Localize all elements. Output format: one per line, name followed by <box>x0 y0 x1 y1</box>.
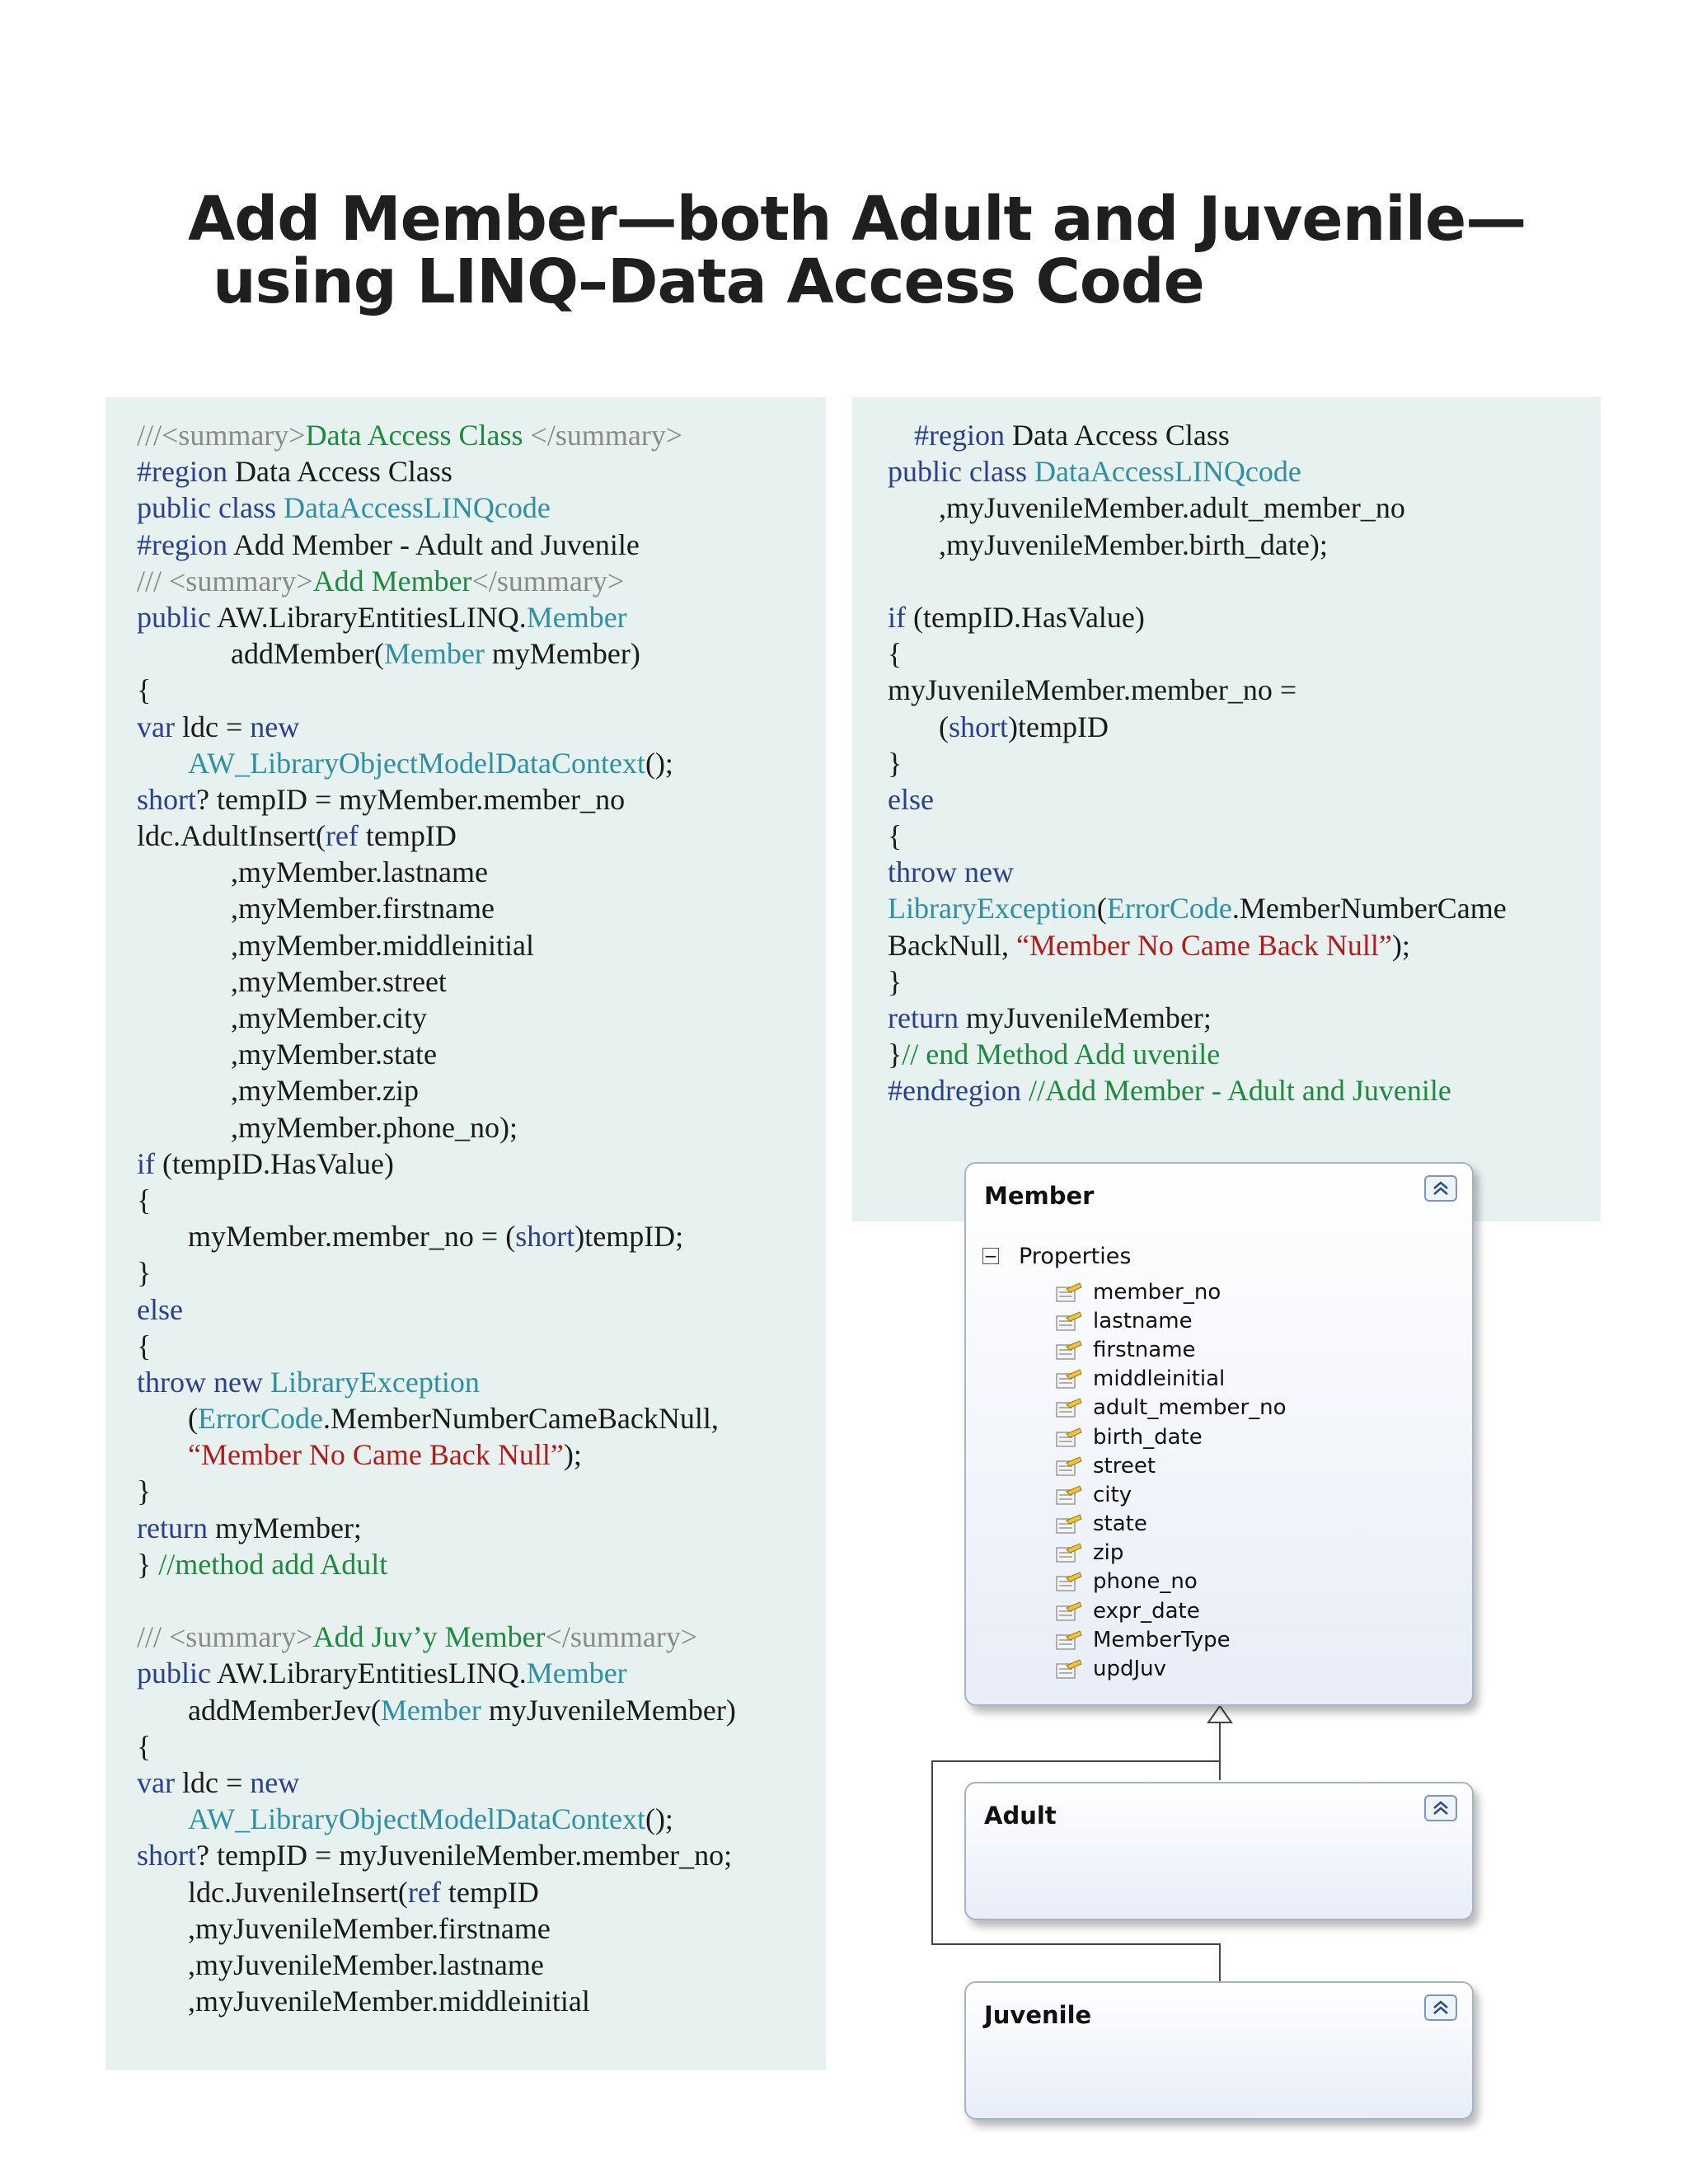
code-token: new <box>250 710 300 743</box>
code-token: myJuvenileMember) <box>481 1693 736 1727</box>
code-line <box>137 1254 736 1291</box>
code-token: ? tempID = myJuvenileMember.member_no; <box>196 1839 733 1872</box>
code-line <box>137 927 736 963</box>
code-line <box>888 1036 1507 1072</box>
code-line <box>888 745 1507 781</box>
properties-label: Properties <box>1019 1243 1132 1269</box>
code-token: Member <box>526 600 627 634</box>
property-icon <box>1055 1657 1093 1680</box>
code-line <box>137 1837 736 1873</box>
page-title <box>188 184 1589 317</box>
code-line <box>888 927 1507 963</box>
code-token: ( <box>188 1402 198 1436</box>
code-line <box>137 1291 736 1328</box>
code-line <box>137 1473 736 1509</box>
code-token: return <box>137 1511 208 1544</box>
property-item[interactable] <box>1055 1625 1287 1654</box>
inheritance-arrow-icon <box>1207 1704 1233 1724</box>
code-token: Add Juv’y Member <box>312 1620 546 1654</box>
property-label: MemberType <box>1093 1627 1231 1652</box>
code-line <box>137 1218 736 1254</box>
code-listing-left <box>137 417 736 2019</box>
code-line <box>888 709 1507 745</box>
double-chevron-up-icon <box>1432 1999 1450 2016</box>
code-token: Member <box>526 1657 627 1690</box>
code-line <box>137 1072 736 1108</box>
property-label: adult_member_no <box>1093 1395 1287 1421</box>
code-token: ErrorCode <box>1106 892 1232 926</box>
code-token: ,myJuvenileMember.middleinitial <box>188 1985 590 2018</box>
code-token: ? tempID = myMember.member_no <box>196 782 626 816</box>
code-line <box>137 1400 736 1436</box>
code-token: ,myMember.phone_no); <box>231 1110 518 1144</box>
code-token: } <box>137 1547 159 1581</box>
code-line <box>137 1546 736 1582</box>
code-token: addMemberJev( <box>188 1693 381 1727</box>
property-item[interactable] <box>1055 1510 1287 1539</box>
code-token: myMember.member_no = ( <box>188 1220 516 1254</box>
code-token: ErrorCode <box>198 1402 323 1436</box>
member-property-list <box>1055 1277 1287 1684</box>
code-token: // end Method Add uvenile <box>902 1038 1221 1071</box>
code-token: myJuvenileMember.member_no = <box>888 673 1297 707</box>
member-class-box[interactable] <box>964 1162 1474 1706</box>
code-line <box>888 1000 1507 1036</box>
inheritance-line-bottom <box>931 1943 1220 1945</box>
code-token: (tempID.HasValue) <box>155 1146 394 1180</box>
juvenile-class-box[interactable] <box>964 1981 1474 2120</box>
code-token: if <box>888 600 906 634</box>
code-token: ); <box>1391 928 1410 962</box>
adult-collapse-button[interactable] <box>1424 1795 1457 1821</box>
code-token: public <box>137 600 217 634</box>
property-icon <box>1055 1338 1093 1361</box>
title-line-1: Add Member—both Adult and Juvenile— <box>188 184 1526 255</box>
property-label: phone_no <box>1093 1569 1198 1595</box>
code-line <box>137 1146 736 1182</box>
code-token: .MemberNumberCameBackNull, <box>322 1402 719 1436</box>
code-token: (); <box>645 1802 673 1836</box>
code-token: ldc.AdultInsert( <box>137 819 326 853</box>
double-chevron-up-icon <box>1432 1800 1450 1816</box>
code-line <box>137 1692 736 1728</box>
code-line <box>137 635 736 672</box>
code-token: throw new <box>888 855 1014 889</box>
property-icon <box>1055 1367 1093 1390</box>
code-line <box>888 781 1507 818</box>
adult-class-title: Adult <box>984 1802 1057 1830</box>
code-token: ( <box>1096 892 1107 926</box>
code-line <box>888 563 1507 599</box>
code-token: ,myMember.firstname <box>231 892 495 926</box>
code-token: LibraryException <box>270 1365 480 1399</box>
code-token: AW.LibraryEntitiesLINQ. <box>217 1657 527 1690</box>
code-line <box>888 854 1507 890</box>
code-line <box>137 745 736 781</box>
code-token: (tempID.HasValue) <box>906 600 1145 634</box>
code-token: #region <box>914 419 1005 452</box>
code-token: ); <box>563 1438 582 1472</box>
code-token: DataAccessLINQcode <box>283 491 551 525</box>
inheritance-line-left <box>931 1760 933 1945</box>
property-label: state <box>1093 1511 1147 1537</box>
code-token: ,myJuvenileMember.lastname <box>188 1947 544 1981</box>
code-token: throw new <box>137 1365 270 1399</box>
code-line <box>137 1328 736 1364</box>
code-token: } <box>888 746 903 780</box>
property-label: city <box>1093 1482 1132 1507</box>
code-line <box>137 1655 736 1691</box>
code-token: Add Member - Adult and Juvenile <box>227 527 640 561</box>
code-token: ,myJuvenileMember.adult_member_no <box>939 491 1405 525</box>
property-label: birth_date <box>1093 1424 1203 1450</box>
properties-section-header[interactable] <box>982 1241 1131 1271</box>
code-token: </summary> <box>471 564 625 598</box>
code-token: { <box>888 637 903 671</box>
code-line <box>137 1874 736 1910</box>
code-line <box>888 490 1507 526</box>
code-line <box>137 963 736 1000</box>
adult-class-box[interactable] <box>964 1782 1474 1920</box>
code-line <box>137 1182 736 1218</box>
code-line <box>888 1072 1507 1108</box>
code-token: new <box>250 1765 300 1799</box>
code-token: ,myMember.lastname <box>231 855 488 889</box>
code-line <box>137 563 736 599</box>
code-token: #endregion <box>888 1074 1021 1108</box>
code-token: myJuvenileMember; <box>958 1001 1212 1034</box>
code-token: /// <summary> <box>137 564 313 598</box>
code-line <box>137 672 736 708</box>
property-item[interactable] <box>1055 1539 1287 1568</box>
code-token: var <box>137 710 175 743</box>
code-token: ref <box>407 1875 441 1909</box>
code-line <box>137 818 736 854</box>
code-token: AW_LibraryObjectModelDataContext <box>188 746 645 780</box>
code-token: } <box>137 1256 152 1290</box>
code-token: ,myMember.middleinitial <box>231 928 534 962</box>
code-token: #region <box>137 455 227 489</box>
code-listing-right <box>888 417 1507 1109</box>
code-line <box>137 453 736 490</box>
property-icon <box>1055 1541 1093 1564</box>
property-item[interactable] <box>1055 1422 1287 1451</box>
code-line <box>888 963 1507 1000</box>
code-line <box>137 599 736 635</box>
code-token: AW.LibraryEntitiesLINQ. <box>217 600 527 634</box>
code-token: { <box>137 673 152 707</box>
code-line <box>888 453 1507 490</box>
code-token: short <box>515 1220 575 1254</box>
code-token: #region <box>137 527 227 561</box>
code-line <box>137 417 736 453</box>
code-token: else <box>137 1292 183 1326</box>
code-line <box>137 1728 736 1765</box>
code-token: tempID <box>440 1875 539 1909</box>
code-line <box>137 1801 736 1837</box>
code-token: Add Member <box>312 564 472 598</box>
code-token: return <box>888 1001 959 1034</box>
code-token: public class <box>888 455 1034 489</box>
code-line <box>888 527 1507 563</box>
property-label: zip <box>1093 1540 1124 1566</box>
code-token: //method add Adult <box>158 1547 388 1581</box>
code-token: “Member No Came Back Null” <box>188 1438 564 1472</box>
code-token: </summary> <box>530 419 683 452</box>
property-item[interactable] <box>1055 1596 1287 1625</box>
property-label: updJuv <box>1093 1657 1167 1682</box>
code-token: } <box>888 964 903 998</box>
code-token: { <box>137 1729 152 1763</box>
code-token: LibraryException <box>888 892 1097 926</box>
code-token: “Member No Came Back Null” <box>1015 928 1392 962</box>
property-item[interactable] <box>1055 1335 1287 1364</box>
property-icon <box>1055 1629 1093 1652</box>
inheritance-line-juvenile <box>1219 1943 1221 1981</box>
code-line <box>888 635 1507 672</box>
code-token: ( <box>939 710 949 743</box>
code-line <box>888 890 1507 926</box>
code-line <box>137 1036 736 1072</box>
code-token: else <box>888 782 934 816</box>
code-token: myMember; <box>207 1511 362 1544</box>
code-line <box>137 1947 736 1983</box>
code-line <box>137 1510 736 1546</box>
property-label: street <box>1093 1453 1156 1479</box>
property-icon <box>1055 1281 1093 1304</box>
property-icon <box>1055 1396 1093 1419</box>
code-token: //Add Member - Adult and Juvenile <box>1020 1074 1451 1108</box>
code-token: } <box>888 1038 903 1071</box>
code-token: ,myMember.state <box>231 1038 437 1071</box>
code-token: Data Access Class <box>305 419 531 452</box>
code-line <box>137 781 736 818</box>
code-token: public <box>137 1657 217 1690</box>
code-token: Member <box>383 637 485 671</box>
code-token: ,myMember.city <box>231 1001 427 1034</box>
code-line <box>888 599 1507 635</box>
inheritance-line-horizontal <box>931 1760 1220 1762</box>
code-token: )tempID <box>1008 710 1109 743</box>
code-token: </summary> <box>545 1620 698 1654</box>
code-line <box>137 1619 736 1655</box>
code-token: ref <box>325 819 359 853</box>
property-item[interactable] <box>1055 1277 1287 1306</box>
code-line <box>137 1109 736 1146</box>
code-token: var <box>137 1765 175 1799</box>
code-token: tempID <box>358 819 457 853</box>
code-token: { <box>137 1329 152 1362</box>
code-token: ,myJuvenileMember.firstname <box>188 1911 551 1945</box>
code-line <box>137 1436 736 1473</box>
property-icon <box>1055 1455 1093 1478</box>
code-token: if <box>137 1146 155 1180</box>
property-icon <box>1055 1512 1093 1535</box>
code-token: BackNull, <box>888 928 1016 962</box>
member-class-title: Member <box>984 1182 1095 1210</box>
code-token: short <box>949 710 1008 743</box>
property-label: firstname <box>1093 1337 1196 1362</box>
code-token: AW_LibraryObjectModelDataContext <box>188 1802 645 1836</box>
code-line <box>137 1364 736 1400</box>
code-token: ///<summary> <box>137 419 306 452</box>
property-icon <box>1055 1600 1093 1623</box>
code-token: .MemberNumberCame <box>1231 892 1507 926</box>
code-line <box>137 527 736 563</box>
code-line <box>137 1582 736 1619</box>
code-token: short <box>137 1839 196 1872</box>
code-line <box>888 818 1507 854</box>
code-token: } <box>137 1474 152 1508</box>
code-token: ldc.JuvenileInsert( <box>188 1875 408 1909</box>
code-line <box>137 854 736 890</box>
code-token: ldc = <box>174 1765 251 1799</box>
code-token: { <box>888 819 903 853</box>
code-token: Member <box>380 1693 481 1727</box>
code-token: /// <summary> <box>137 1620 313 1654</box>
property-item[interactable] <box>1055 1306 1287 1335</box>
property-item[interactable] <box>1055 1654 1287 1683</box>
property-item[interactable] <box>1055 1480 1287 1509</box>
code-token: myMember) <box>484 637 640 671</box>
property-icon <box>1055 1570 1093 1593</box>
code-token: short <box>137 782 196 816</box>
code-token: Data Access Class <box>1004 419 1230 452</box>
property-icon <box>1055 1483 1093 1507</box>
title-line-2: using LINQ–Data Access Code <box>213 246 1204 317</box>
inheritance-line-vertical <box>1219 1721 1221 1780</box>
code-token: DataAccessLINQcode <box>1034 455 1301 489</box>
property-item[interactable] <box>1055 1394 1287 1422</box>
member-collapse-button[interactable] <box>1424 1175 1457 1202</box>
code-token: )tempID; <box>574 1220 684 1254</box>
code-line <box>888 417 1507 453</box>
property-item[interactable] <box>1055 1451 1287 1480</box>
juvenile-class-title: Juvenile <box>984 2001 1092 2029</box>
code-token: (); <box>645 746 673 780</box>
double-chevron-up-icon <box>1432 1180 1450 1197</box>
code-line <box>137 1910 736 1947</box>
property-label: member_no <box>1093 1279 1221 1305</box>
property-label: expr_date <box>1093 1598 1200 1624</box>
code-line <box>137 1765 736 1801</box>
property-label: lastname <box>1093 1308 1193 1333</box>
code-line <box>137 890 736 926</box>
code-token: Data Access Class <box>227 455 452 489</box>
collapse-minus-icon[interactable]: − <box>983 1246 998 1266</box>
code-token: public class <box>137 491 284 525</box>
juvenile-collapse-button[interactable] <box>1424 1994 1457 2021</box>
code-line <box>137 709 736 745</box>
code-line <box>137 1000 736 1036</box>
property-icon <box>1055 1426 1093 1449</box>
property-item[interactable] <box>1055 1365 1287 1394</box>
code-token: addMember( <box>231 637 384 671</box>
code-line <box>888 672 1507 708</box>
code-line <box>137 490 736 526</box>
code-token: { <box>137 1183 152 1216</box>
code-token: ,myJuvenileMember.birth_date); <box>939 527 1328 561</box>
code-token: ,myMember.street <box>231 964 447 998</box>
property-item[interactable] <box>1055 1568 1287 1596</box>
property-label: middleinitial <box>1093 1366 1226 1392</box>
code-token: ldc = <box>174 710 251 743</box>
code-token: ,myMember.zip <box>231 1074 419 1108</box>
code-line <box>137 1983 736 2019</box>
property-icon <box>1055 1310 1093 1333</box>
